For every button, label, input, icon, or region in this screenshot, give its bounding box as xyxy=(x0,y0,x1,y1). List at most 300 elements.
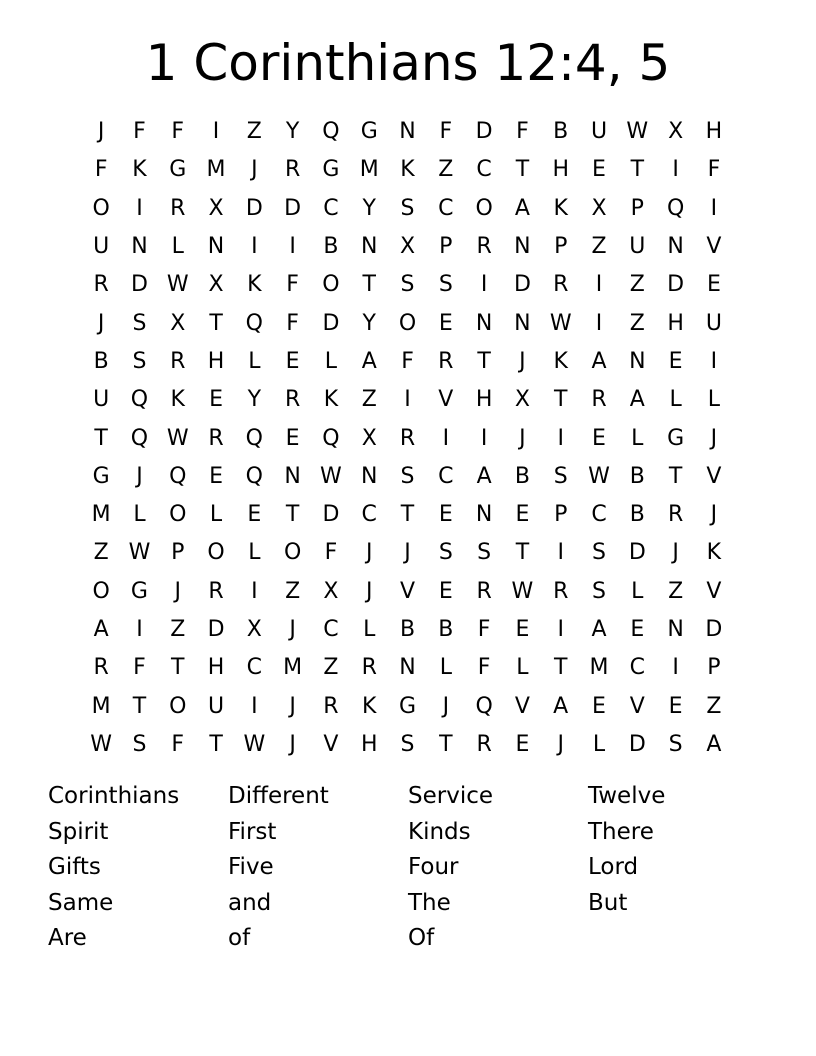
grid-letter: K xyxy=(323,387,339,413)
grid-letter: M xyxy=(359,157,379,183)
grid-letter: L xyxy=(631,578,644,604)
grid-letter: W xyxy=(549,310,572,336)
grid-letter: Z xyxy=(361,387,377,413)
grid-letter: N xyxy=(207,234,225,260)
grid-row xyxy=(82,496,734,534)
grid-letter: N xyxy=(514,234,531,260)
grid-letter: T xyxy=(132,693,147,719)
grid-letter: N xyxy=(667,234,684,260)
grid-letter: J xyxy=(672,540,679,566)
grid-letter: J xyxy=(289,617,296,642)
grid-letter: E xyxy=(706,272,721,298)
grid-letter: P xyxy=(439,234,453,260)
grid-letter: K xyxy=(706,540,722,566)
grid-letter: J xyxy=(404,540,411,566)
word-list-item: Lord xyxy=(588,854,639,880)
grid-letter: J xyxy=(519,425,526,451)
grid-letter: K xyxy=(247,272,262,298)
grid-letter: D xyxy=(628,540,646,566)
grid-letter: R xyxy=(667,502,684,528)
grid-letter: V xyxy=(399,578,416,604)
grid-letter: X xyxy=(208,195,224,221)
grid-letter: O xyxy=(398,310,417,336)
grid-letter: V xyxy=(323,731,339,757)
grid-letter: B xyxy=(629,502,645,528)
grid-letter: A xyxy=(476,463,492,489)
grid-letter: E xyxy=(668,348,683,374)
grid-row xyxy=(82,726,734,764)
grid-letter: I xyxy=(710,348,718,374)
grid-letter: C xyxy=(476,157,492,183)
grid-letter: N xyxy=(667,617,684,642)
grid-letter: T xyxy=(171,655,185,681)
grid-letter: Z xyxy=(668,578,684,604)
grid-letter: I xyxy=(672,157,679,183)
grid-letter: S xyxy=(132,731,147,757)
grid-letter: U xyxy=(207,693,225,719)
grid-letter: J xyxy=(97,310,105,336)
grid-letter: T xyxy=(285,502,300,528)
grid-row xyxy=(82,343,734,381)
grid-row xyxy=(82,611,734,649)
grid-letter: O xyxy=(169,693,187,719)
word-list-item: Twelve xyxy=(588,783,666,809)
grid-letter: B xyxy=(629,463,645,489)
grid-letter: E xyxy=(592,693,606,719)
grid-letter: O xyxy=(169,502,187,528)
grid-letter: V xyxy=(438,387,454,413)
grid-letter: F xyxy=(94,157,108,183)
word-list-item: Four xyxy=(408,854,459,880)
grid-letter: I xyxy=(251,578,258,604)
grid-letter: X xyxy=(170,310,186,336)
grid-letter: M xyxy=(91,502,111,528)
grid-letter: D xyxy=(245,195,263,221)
grid-letter: T xyxy=(630,157,645,183)
grid-letter: X xyxy=(668,119,684,145)
grid-row xyxy=(82,190,734,228)
grid-letter: W xyxy=(166,272,189,298)
grid-letter: R xyxy=(361,655,377,681)
grid-letter: E xyxy=(285,425,300,451)
grid-letter: R xyxy=(284,157,301,183)
grid-letter: F xyxy=(516,119,529,145)
grid-letter: V xyxy=(706,463,722,489)
grid-letter: P xyxy=(707,655,721,681)
grid-letter: L xyxy=(592,731,606,757)
page-title: 1 Corinthians 12:4, 5 xyxy=(145,34,671,92)
grid-letter: L xyxy=(439,655,452,681)
grid-letter: Z xyxy=(629,272,645,298)
grid-letter: N xyxy=(131,234,148,260)
grid-letter: S xyxy=(438,272,453,298)
grid-letter: W xyxy=(588,463,610,489)
grid-letter: E xyxy=(247,502,262,528)
grid-letter: L xyxy=(133,502,146,528)
grid-letter: Z xyxy=(170,617,186,642)
grid-letter: C xyxy=(323,195,339,221)
grid-letter: T xyxy=(515,540,530,566)
word-list-item: Of xyxy=(408,925,435,951)
grid-row xyxy=(82,458,734,496)
grid-letter: I xyxy=(672,655,679,681)
grid-letter: Z xyxy=(246,119,262,145)
word-column xyxy=(48,779,228,957)
grid-letter: S xyxy=(553,463,568,489)
grid-letter: F xyxy=(133,655,146,681)
grid-letter: S xyxy=(400,463,415,489)
grid-letter: S xyxy=(438,540,453,566)
grid-letter: E xyxy=(438,310,453,336)
grid-letter: V xyxy=(706,578,722,604)
grid-letter: J xyxy=(289,693,296,719)
grid-letter: I xyxy=(710,195,718,221)
grid-row xyxy=(82,304,734,342)
grid-letter: R xyxy=(476,234,492,260)
grid-letter: L xyxy=(707,387,721,413)
grid-letter: T xyxy=(515,157,530,183)
grid-letter: N xyxy=(514,310,531,336)
word-list-item: There xyxy=(588,818,654,845)
grid-row xyxy=(82,228,734,266)
grid-letter: C xyxy=(629,655,645,681)
grid-letter: Z xyxy=(706,693,722,719)
grid-letter: H xyxy=(207,348,225,374)
grid-row xyxy=(82,687,734,725)
grid-letter: J xyxy=(365,578,373,604)
word-list-item: Kinds xyxy=(408,818,471,845)
grid-letter: R xyxy=(208,578,224,604)
grid-letter: R xyxy=(93,272,109,298)
grid-letter: S xyxy=(400,272,415,298)
grid-letter: W xyxy=(128,540,151,566)
grid-letter: X xyxy=(323,578,339,604)
grid-letter: J xyxy=(710,502,718,528)
grid-letter: X xyxy=(208,272,224,298)
grid-letter: P xyxy=(171,540,185,566)
grid-letter: F xyxy=(439,119,453,145)
grid-letter: L xyxy=(248,348,261,374)
grid-letter: Z xyxy=(93,540,109,566)
grid-letter: I xyxy=(289,234,296,260)
grid-letter: O xyxy=(92,195,110,221)
grid-letter: K xyxy=(400,157,415,183)
grid-letter: B xyxy=(93,348,109,374)
word-list-item: Spirit xyxy=(48,818,109,845)
grid-letter: Q xyxy=(322,425,340,451)
grid-letter: L xyxy=(669,387,682,413)
grid-letter: I xyxy=(557,540,564,566)
grid-letter: Q xyxy=(245,463,263,489)
word-list-item: Gifts xyxy=(48,854,101,880)
grid-letter: I xyxy=(404,387,411,413)
grid-letter: E xyxy=(592,425,606,451)
grid-letter: Q xyxy=(475,693,493,719)
grid-letter: A xyxy=(591,617,607,642)
grid-letter: F xyxy=(401,348,414,374)
grid-letter: N xyxy=(399,655,416,681)
grid-letter: H xyxy=(705,119,723,145)
word-list xyxy=(48,779,788,957)
grid-letter: R xyxy=(208,425,224,451)
grid-letter: X xyxy=(361,425,377,451)
word-list-item: Service xyxy=(408,783,494,809)
grid-row xyxy=(82,573,734,611)
grid-letter: R xyxy=(438,348,454,374)
grid-letter: X xyxy=(591,195,607,221)
grid-letter: D xyxy=(130,272,148,298)
grid-letter: N xyxy=(475,502,493,528)
grid-row xyxy=(82,534,734,572)
grid-letter: S xyxy=(592,540,606,566)
grid-letter: H xyxy=(475,387,493,413)
grid-letter: N xyxy=(475,310,493,336)
grid-letter: R xyxy=(476,578,492,604)
word-list-item: of xyxy=(228,925,251,951)
grid-letter: F xyxy=(286,272,299,298)
grid-letter: T xyxy=(668,463,683,489)
grid-letter: K xyxy=(132,157,147,183)
grid-letter: L xyxy=(171,234,184,260)
grid-letter: H xyxy=(207,655,225,681)
grid-letter: N xyxy=(360,234,378,260)
grid-letter: N xyxy=(360,463,378,489)
grid-letter: O xyxy=(92,578,110,604)
grid-letter: Y xyxy=(362,195,376,221)
grid-row xyxy=(82,151,734,189)
word-list-item: The xyxy=(408,889,451,916)
grid-letter: X xyxy=(246,617,262,642)
grid-letter: I xyxy=(212,119,220,145)
grid-letter: Z xyxy=(323,655,339,681)
word-column xyxy=(408,779,588,957)
grid-letter: S xyxy=(400,195,415,221)
grid-letter: B xyxy=(323,234,339,260)
grid-letter: F xyxy=(477,617,491,642)
grid-letter: K xyxy=(170,387,185,413)
grid-letter: I xyxy=(136,195,143,221)
grid-letter: Q xyxy=(666,195,685,221)
grid-letter: E xyxy=(285,348,300,374)
word-list-item: Five xyxy=(228,854,274,880)
grid-letter: T xyxy=(400,502,415,528)
grid-letter: E xyxy=(515,617,530,642)
word-column xyxy=(588,779,768,957)
grid-letter: V xyxy=(629,693,645,719)
grid-letter: O xyxy=(207,540,225,566)
grid-letter: T xyxy=(209,310,223,336)
grid-letter: G xyxy=(398,693,417,719)
grid-letter: T xyxy=(439,731,453,757)
grid-letter: H xyxy=(552,157,569,183)
grid-letter: T xyxy=(553,387,568,413)
grid-letter: M xyxy=(206,157,226,183)
word-list-item: First xyxy=(228,818,277,845)
word-list-item: Different xyxy=(228,783,329,809)
grid-letter: F xyxy=(324,540,338,566)
grid-letter: D xyxy=(207,617,225,642)
grid-letter: Q xyxy=(322,119,340,145)
grid-letter: J xyxy=(710,425,718,451)
grid-letter: B xyxy=(438,617,454,642)
grid-letter: F xyxy=(171,119,185,145)
grid-letter: K xyxy=(362,693,377,719)
grid-letter: U xyxy=(590,119,608,145)
grid-letter: I xyxy=(480,425,488,451)
grid-letter: F xyxy=(133,119,146,145)
grid-letter: L xyxy=(324,348,338,374)
grid-letter: G xyxy=(130,578,148,604)
grid-letter: V xyxy=(706,234,722,260)
grid-letter: W xyxy=(320,463,342,489)
grid-letter: G xyxy=(667,425,685,451)
grid-letter: U xyxy=(93,234,110,260)
grid-letter: X xyxy=(514,387,530,413)
grid-letter: W xyxy=(90,731,113,757)
grid-letter: Q xyxy=(130,425,149,451)
grid-letter: R xyxy=(284,387,301,413)
grid-row xyxy=(82,381,734,419)
grid-letter: C xyxy=(246,655,263,681)
word-list-item: Same xyxy=(48,889,114,916)
word-list-item: But xyxy=(588,889,628,916)
grid-letter: P xyxy=(554,502,568,528)
grid-letter: Z xyxy=(591,234,607,260)
grid-letter: Y xyxy=(362,310,376,336)
grid-letter: C xyxy=(591,502,607,528)
grid-letter: R xyxy=(170,195,186,221)
grid-letter: Z xyxy=(629,310,645,336)
grid-letter: C xyxy=(438,463,454,489)
grid-letter: D xyxy=(705,617,723,642)
grid-letter: E xyxy=(515,502,530,528)
grid-letter: E xyxy=(592,157,606,183)
grid-letter: R xyxy=(399,425,416,451)
grid-letter: J xyxy=(289,731,296,757)
grid-letter: A xyxy=(629,387,645,413)
grid-letter: G xyxy=(360,119,378,145)
grid-letter: T xyxy=(553,655,568,681)
grid-letter: W xyxy=(626,119,649,145)
grid-letter: K xyxy=(553,348,568,374)
word-column xyxy=(228,779,408,957)
grid-row xyxy=(82,649,734,687)
grid-letter: M xyxy=(589,655,609,681)
grid-letter: D xyxy=(284,195,302,221)
grid-letter: A xyxy=(514,195,530,221)
grid-letter: J xyxy=(557,731,564,757)
grid-letter: Y xyxy=(247,387,262,413)
grid-letter: Y xyxy=(285,119,300,145)
grid-row xyxy=(82,266,734,304)
grid-letter: E xyxy=(438,578,453,604)
grid-letter: P xyxy=(630,195,644,221)
grid-letter: I xyxy=(557,425,564,451)
grid-letter: F xyxy=(171,731,185,757)
grid-letter: M xyxy=(91,693,111,719)
grid-letter: E xyxy=(515,731,530,757)
grid-letter: L xyxy=(516,655,529,681)
grid-letter: J xyxy=(174,578,181,604)
grid-letter: R xyxy=(323,693,339,719)
grid-letter: K xyxy=(553,195,568,221)
grid-letter: I xyxy=(442,425,450,451)
grid-letter: D xyxy=(628,731,646,757)
grid-letter: J xyxy=(97,119,105,145)
grid-letter: Z xyxy=(285,578,301,604)
grid-letter: L xyxy=(363,617,376,642)
grid-letter: D xyxy=(513,272,531,298)
grid-letter: R xyxy=(476,731,492,757)
grid-letter: I xyxy=(136,617,143,642)
grid-letter: R xyxy=(553,272,569,298)
grid-letter: A xyxy=(361,348,377,374)
grid-letter: Q xyxy=(130,387,149,413)
grid-letter: B xyxy=(553,119,569,145)
grid-letter: S xyxy=(132,310,147,336)
grid-letter: W xyxy=(243,731,266,757)
grid-letter: H xyxy=(667,310,684,336)
grid-letter: E xyxy=(209,387,223,413)
grid-letter: B xyxy=(514,463,530,489)
grid-letter: U xyxy=(93,387,110,413)
grid-letter: S xyxy=(132,348,147,374)
grid-letter: J xyxy=(365,540,373,566)
word-list-item: and xyxy=(228,889,272,916)
grid-letter: I xyxy=(557,617,564,642)
grid-letter: U xyxy=(629,234,646,260)
grid-letter: E xyxy=(630,617,645,642)
grid-letter: F xyxy=(477,655,491,681)
grid-letter: D xyxy=(322,502,340,528)
grid-letter: N xyxy=(284,463,301,489)
grid-letter: L xyxy=(248,540,261,566)
grid-letter: Q xyxy=(245,425,263,451)
grid-letter: O xyxy=(283,540,302,566)
grid-letter: Q xyxy=(245,310,263,336)
grid-letter: D xyxy=(475,119,493,145)
grid-letter: T xyxy=(362,272,376,298)
grid-letter: B xyxy=(399,617,416,642)
grid-letter: Z xyxy=(438,157,454,183)
grid-row xyxy=(82,419,734,457)
grid-letter: D xyxy=(667,272,685,298)
grid-letter: M xyxy=(283,655,303,681)
grid-letter: J xyxy=(519,348,526,374)
grid-letter: W xyxy=(511,578,534,604)
grid-letter: I xyxy=(595,272,603,298)
grid-letter: E xyxy=(438,502,453,528)
grid-letter: L xyxy=(631,425,644,451)
grid-letter: A xyxy=(93,617,109,642)
grid-letter: N xyxy=(399,119,416,145)
word-list-item: Are xyxy=(48,925,87,951)
grid-letter: S xyxy=(592,578,606,604)
grid-letter: I xyxy=(251,693,258,719)
grid-letter: C xyxy=(323,617,339,642)
grid-letter: D xyxy=(322,310,340,336)
grid-letter: I xyxy=(251,234,258,260)
grid-letter: J xyxy=(442,693,450,719)
grid-letter: A xyxy=(591,348,607,374)
grid-letter: T xyxy=(94,425,108,451)
grid-letter: G xyxy=(322,157,340,183)
grid-letter: E xyxy=(668,693,683,719)
grid-letter: F xyxy=(286,310,299,336)
grid-letter: A xyxy=(706,731,722,757)
grid-letter: S xyxy=(400,731,415,757)
grid-letter: T xyxy=(477,348,491,374)
